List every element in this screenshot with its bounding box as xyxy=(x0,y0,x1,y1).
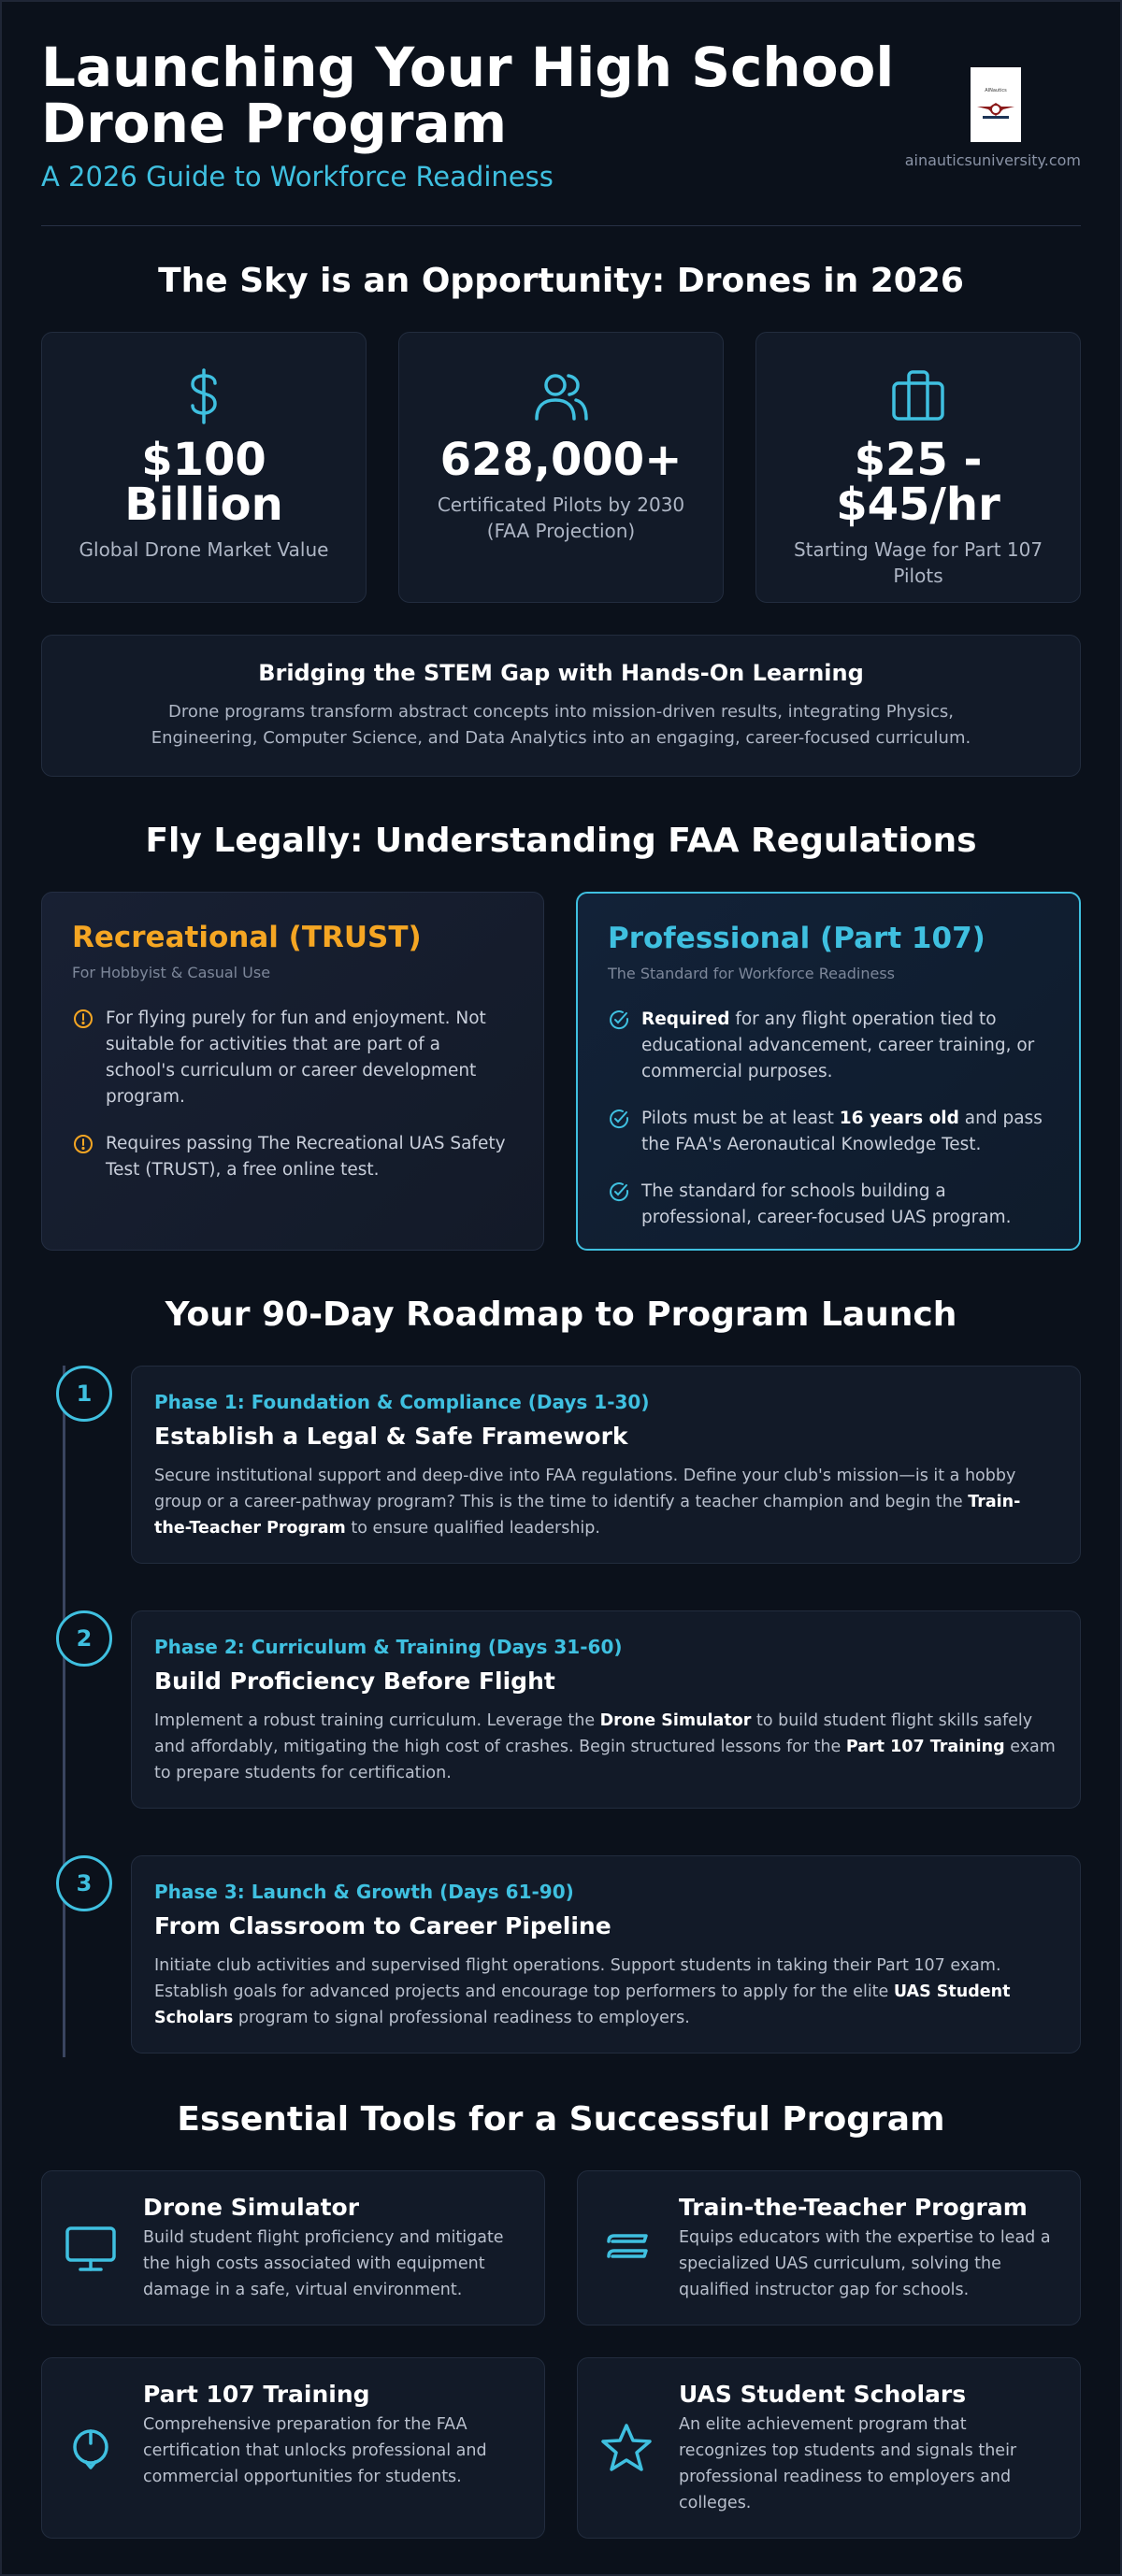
tool-icon-wrap xyxy=(63,2381,119,2515)
tool-content xyxy=(679,2381,1059,2515)
list-item xyxy=(608,1007,1049,1085)
phase-title: Establish a Legal & Safe Framework xyxy=(154,1423,628,1450)
phase-label: Phase 3: Launch & Growth (Days 61-90) xyxy=(154,1881,574,1903)
tool-card xyxy=(577,2357,1081,2539)
list-item xyxy=(608,1106,1049,1158)
phase-number-badge: 1 xyxy=(56,1366,112,1422)
text-segment: program to signal professional readiness to employers. xyxy=(233,2009,690,2027)
tool-title: Train-the-Teacher Program xyxy=(679,2194,1028,2221)
dollar-icon xyxy=(174,366,234,426)
list-item-text xyxy=(641,1007,1049,1085)
briefcase-icon xyxy=(888,366,948,426)
check-badge-icon xyxy=(608,1181,630,1203)
stat-label: Starting Wage for Part 107 Pilots xyxy=(793,538,1043,587)
phase-item xyxy=(41,1610,1081,1809)
text-segment: Initiate club activities and supervised flight operations. Support students in taking their Part 107 exam. Establish goals for advanced projects and encourage top performers to apply for the elite xyxy=(154,1956,1001,2001)
tool-title: Drone Simulator xyxy=(143,2194,360,2221)
bold-text: Train-the-Teacher Program xyxy=(154,1493,1021,1538)
phase-label: Phase 2: Curriculum & Training (Days 31-60) xyxy=(154,1636,623,1658)
logo-text: AINautics xyxy=(985,88,1007,93)
logo xyxy=(971,67,1021,142)
tool-content xyxy=(679,2194,1059,2302)
stat-value: $100 Billion xyxy=(124,434,283,531)
professional-subtitle: The Standard for Workforce Readiness xyxy=(608,965,895,982)
text-segment: for any flight operation tied to educational advancement, career training, or commercial purposes. xyxy=(641,1009,1035,1081)
tool-icon-wrap xyxy=(598,2194,654,2302)
phase-card xyxy=(131,1855,1081,2054)
section-heading-roadmap: Your 90-Day Roadmap to Program Launch xyxy=(165,1295,957,1334)
tool-text: Comprehensive preparation for the FAA certification that unlocks professional and commercial opportunities for students. xyxy=(143,2415,487,2486)
tool-text: An elite achievement program that recognizes top students and signals their professional readiness to employers and colleges. xyxy=(679,2415,1017,2512)
text-segment: and pass the FAA's Aeronautical Knowledge Test. xyxy=(641,1109,1043,1154)
stat-value: 628,000+ xyxy=(439,434,683,486)
bold-text: Required xyxy=(641,1009,730,1029)
page-subtitle: A 2026 Guide to Workforce Readiness xyxy=(41,161,554,193)
bold-text: 16 years old xyxy=(839,1109,959,1128)
tool-text: Equips educators with the expertise to lead a specialized UAS curriculum, solving the qualified instructor gap for schools. xyxy=(679,2228,1051,2299)
tool-content xyxy=(143,2194,524,2302)
stat-value: $25 - $45/hr xyxy=(836,434,1000,531)
tool-card xyxy=(41,2170,545,2326)
recreational-title: Recreational (TRUST) xyxy=(72,921,422,954)
users-icon xyxy=(531,366,591,426)
professional-list xyxy=(608,1007,1049,1231)
phase-number-badge: 3 xyxy=(56,1855,112,1911)
phase-title: Build Proficiency Before Flight xyxy=(154,1667,555,1695)
star-icon xyxy=(599,2421,654,2475)
phase-text xyxy=(154,1463,1057,1541)
book-icon xyxy=(599,2221,654,2275)
professional-title: Professional (Part 107) xyxy=(608,922,985,955)
alert-circle-icon xyxy=(72,1008,94,1030)
bold-text: Part 107 Training xyxy=(845,1738,1005,1756)
tool-title: Part 107 Training xyxy=(143,2381,370,2408)
section-heading-opportunity: The Sky is an Opportunity: Drones in 2026 xyxy=(158,262,964,300)
list-item-text: For flying purely for fun and enjoyment. Not suitable for activities that are part of a school's curriculum or career development program. xyxy=(106,1009,486,1107)
section-heading-faa: Fly Legally: Understanding FAA Regulations xyxy=(145,822,977,860)
stat-card xyxy=(398,332,724,603)
list-item xyxy=(72,1131,513,1183)
tool-icon-wrap xyxy=(63,2194,119,2302)
phase-text xyxy=(154,1953,1057,2031)
stat-card xyxy=(755,332,1081,603)
text-segment: Secure institutional support and deep-dive into FAA regulations. Define your club's mission—is it a hobby group or a career-pathway program? This is the time to identify a teacher champion and begin the xyxy=(154,1467,1016,1511)
list-item-text xyxy=(641,1106,1049,1158)
recreational-list xyxy=(72,1006,513,1183)
list-item xyxy=(608,1179,1049,1231)
check-badge-icon xyxy=(608,1108,630,1130)
phase-card xyxy=(131,1610,1081,1809)
roadmap-timeline xyxy=(41,1366,1081,2054)
tool-icon-wrap xyxy=(598,2381,654,2515)
stat-card xyxy=(41,332,367,603)
recreational-card xyxy=(41,892,544,1251)
tool-text: Build student flight proficiency and mitigate the high costs associated with equipment damage in a safe, virtual environment. xyxy=(143,2228,504,2299)
logo-emblem-icon xyxy=(975,97,1016,122)
recreational-subtitle: For Hobbyist & Casual Use xyxy=(72,964,271,981)
site-url: ainauticsuniversity.com xyxy=(904,151,1081,169)
text-segment: exam to prepare students for certification. xyxy=(154,1738,1056,1782)
phase-item xyxy=(41,1366,1081,1564)
faa-comparison xyxy=(41,892,1081,1251)
phase-item xyxy=(41,1855,1081,2054)
text-segment: to build student flight skills safely and affordably, mitigating the high cost of crashes. Begin structured lessons for the xyxy=(154,1711,1033,1756)
list-item-text: The standard for schools building a professional, career-focused UAS program. xyxy=(641,1181,1012,1227)
tool-content xyxy=(143,2381,524,2515)
stat-label: Global Drone Market Value xyxy=(79,538,329,561)
professional-card xyxy=(576,892,1081,1251)
text-segment: Pilots must be at least xyxy=(641,1109,840,1128)
phase-label: Phase 1: Foundation & Compliance (Days 1-30) xyxy=(154,1391,650,1413)
monitor-icon xyxy=(64,2221,118,2275)
phase-number-badge: 2 xyxy=(56,1610,112,1667)
tool-card xyxy=(577,2170,1081,2326)
bold-text: UAS Student Scholars xyxy=(154,1982,1011,2027)
section-heading-tools: Essential Tools for a Successful Program xyxy=(177,2100,945,2139)
tool-card xyxy=(41,2357,545,2539)
bold-text: Drone Simulator xyxy=(599,1711,752,1730)
stem-title: Bridging the STEM Gap with Hands-On Learning xyxy=(258,660,864,686)
stem-text: Drone programs transform abstract concepts into mission-driven results, integrating Physics, Engineering, Computer Science, and Data Analytics into an engaging, career-focused curriculum. xyxy=(151,702,971,748)
phase-text xyxy=(154,1708,1057,1786)
list-item xyxy=(72,1006,513,1110)
compass-icon xyxy=(64,2421,118,2475)
tool-title: UAS Student Scholars xyxy=(679,2381,967,2408)
phase-title: From Classroom to Career Pipeline xyxy=(154,1912,611,1939)
check-badge-icon xyxy=(608,1009,630,1031)
header xyxy=(41,2,1081,226)
stat-label: Certificated Pilots by 2030 (FAA Projection) xyxy=(437,494,685,542)
stem-card xyxy=(41,635,1081,777)
text-segment: Implement a robust training curriculum. Leverage the xyxy=(154,1711,600,1730)
alert-circle-icon xyxy=(72,1133,94,1155)
list-item-text: Requires passing The Recreational UAS Safety Test (TRUST), a free online test. xyxy=(106,1134,506,1180)
phase-card xyxy=(131,1366,1081,1564)
text-segment: to ensure qualified leadership. xyxy=(345,1519,600,1538)
stats-row xyxy=(41,332,1081,603)
tools-grid xyxy=(41,2170,1081,2539)
page-title: Launching Your High School Drone Program xyxy=(41,36,895,155)
